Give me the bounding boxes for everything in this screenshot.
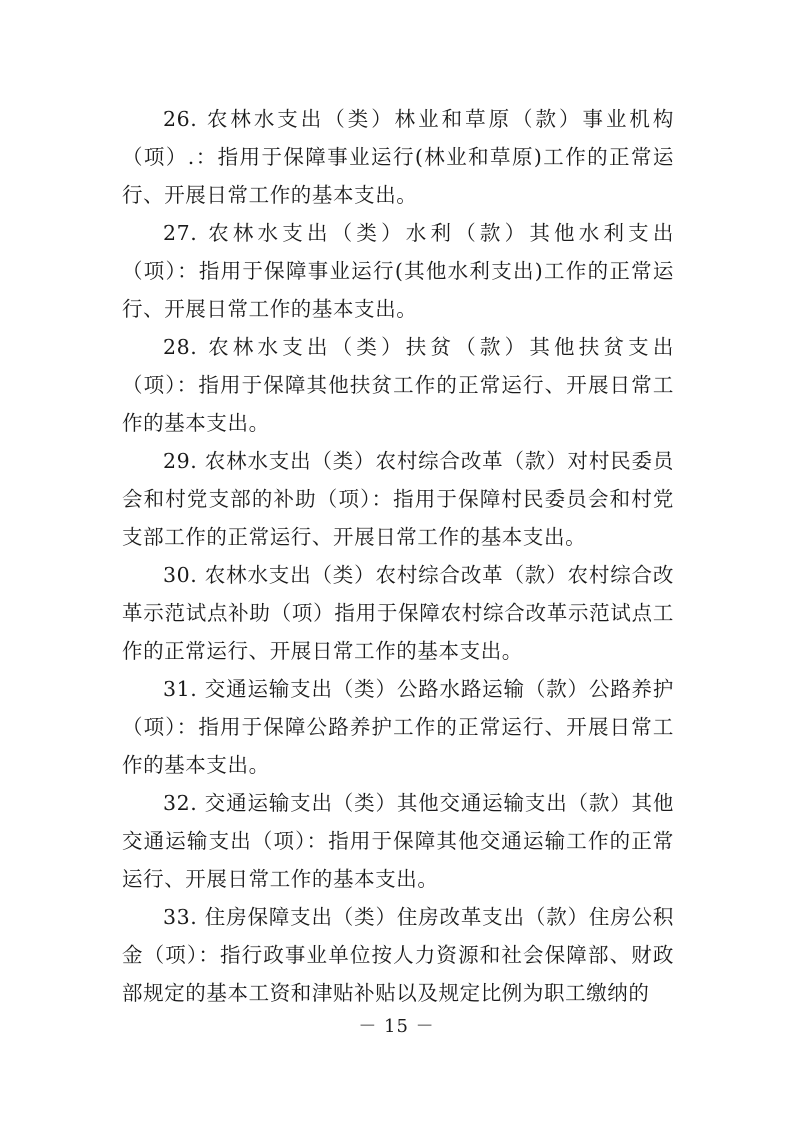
paragraph-32: 32. 交通运输支出（类）其他交通运输支出（款）其他交通运输支出（项）：指用于保障其他交通运输工作的正常运行、开展日常工作的基本支出。 (122, 791, 674, 891)
paragraph-27: 27. 农林水支出（类）水利（款）其他水利支出（项）：指用于保障事业运行(其他水利支出)工作的正常运行、开展日常工作的基本支出。 (122, 221, 674, 321)
paragraph-26: 26. 农林水支出（类）林业和草原（款）事业机构（项）.：指用于保障事业运行(林业和草原)工作的正常运行、开展日常工作的基本支出。 (122, 107, 674, 207)
paragraph-33: 33. 住房保障支出（类）住房改革支出（款）住房公积金（项）：指行政事业单位按人力资源和社会保障部、财政部规定的基本工资和津贴补贴以及规定比例为职工缴纳的 (122, 905, 674, 1005)
paragraph-31: 31. 交通运输支出（类）公路水路运输（款）公路养护（项）：指用于保障公路养护工作的正常运行、开展日常工作的基本支出。 (122, 677, 674, 777)
page-number: － 15 － (358, 1016, 435, 1037)
paragraph-29: 29. 农林水支出（类）农村综合改革（款）对村民委员会和村党支部的补助（项）：指用于保障村民委员会和村党支部工作的正常运行、开展日常工作的基本支出。 (122, 449, 674, 549)
paragraph-30: 30. 农林水支出（类）农村综合改革（款）农村综合改革示范试点补助（项）指用于保障农村综合改革示范试点工作的正常运行、开展日常工作的基本支出。 (122, 563, 674, 663)
paragraph-28: 28. 农林水支出（类）扶贫（款）其他扶贫支出（项）：指用于保障其他扶贫工作的正常运行、开展日常工作的基本支出。 (122, 335, 674, 435)
document-body (122, 100, 674, 1012)
